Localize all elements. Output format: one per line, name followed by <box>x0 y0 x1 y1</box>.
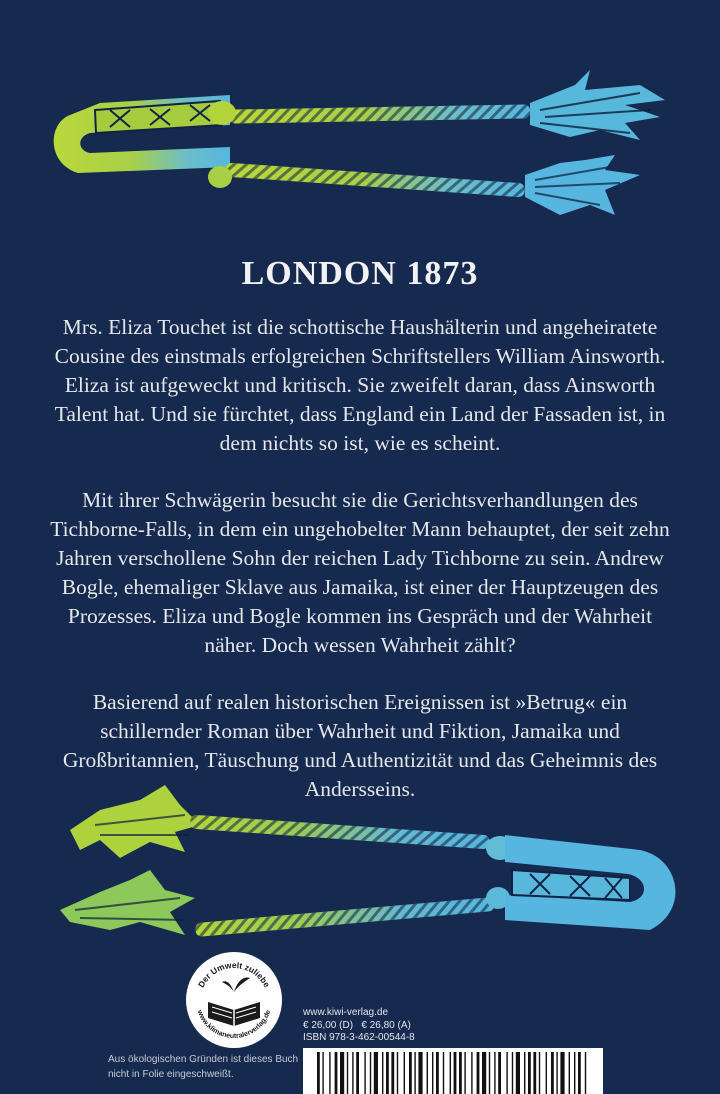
barcode-bar <box>546 1052 547 1094</box>
barcode-bar <box>370 1052 371 1094</box>
barcode-bar <box>364 1052 365 1094</box>
badge-bottom-text: www.klimaneutralerverlag.de <box>195 1009 273 1041</box>
barcode-bar <box>578 1052 581 1094</box>
barcode-bar <box>585 1052 586 1094</box>
barcode-bar <box>450 1052 451 1094</box>
barcode-bar <box>409 1052 412 1094</box>
barcode-bar <box>374 1052 378 1094</box>
barcode-bar <box>489 1052 490 1094</box>
sugar-tongs-illustration-top <box>0 55 720 250</box>
barcode-bar <box>347 1052 348 1094</box>
blurb-paragraph-1: Mrs. Eliza Touchet ist die schottische Haushälterin und angeheiratete Cousine des einstmals erfolgreichen Schriftstellers William Ainsworth. Eliza ist aufgeweckt und kritisch. Sie zweifelt daran, dass Ainsworth Talent hat. Und sie fürchtet, dass England ein Land der Fassaden ist, in dem nichts so ist, wie es scheint. <box>54 315 666 455</box>
barcode-bar <box>574 1052 575 1094</box>
barcode-bar <box>569 1052 570 1094</box>
barcode-bar <box>524 1052 525 1094</box>
barcode-bar <box>471 1052 472 1094</box>
barcode <box>303 1048 603 1094</box>
barcode-bar <box>427 1052 428 1094</box>
barcode-bar <box>335 1052 338 1094</box>
barcode-bar <box>432 1052 433 1094</box>
barcode-bar <box>494 1052 495 1094</box>
barcode-bar <box>340 1052 344 1094</box>
barcode-bar <box>560 1052 564 1094</box>
barcode-bar <box>498 1052 501 1094</box>
price-info: € 26,00 (D) € 26,80 (A) <box>303 1019 411 1031</box>
publisher-website: www.kiwi-verlag.de <box>303 1007 389 1018</box>
barcode-bar <box>322 1052 323 1094</box>
barcode-bar <box>382 1052 383 1094</box>
barcode-bar <box>551 1052 554 1094</box>
barcode-bar <box>539 1052 540 1094</box>
badge-top-text: Der Umwelt zuliebe <box>195 959 273 990</box>
barcode-bar <box>464 1052 465 1094</box>
packaging-note: Aus ökologischen Gründen ist dieses Buch nicht in Folie eingeschweißt. <box>108 1054 299 1080</box>
barcode-bar <box>391 1052 394 1094</box>
barcode-bar <box>397 1052 398 1094</box>
barcode-bar <box>436 1052 439 1094</box>
barcode-bar <box>418 1052 422 1094</box>
barcode-bar <box>512 1052 513 1094</box>
barcode-bar <box>356 1052 359 1094</box>
barcode-bar <box>528 1052 531 1094</box>
barcode-bar <box>454 1052 457 1094</box>
barcode-bar <box>516 1052 520 1094</box>
barcode-bar <box>482 1052 486 1094</box>
barcode-bar <box>443 1052 444 1094</box>
barcode-bar <box>414 1052 415 1094</box>
book-sprout-icon <box>208 978 260 1026</box>
isbn-number: ISBN 978-3-462-00544-8 <box>303 1032 415 1043</box>
page-title: LONDON 1873 <box>241 255 479 292</box>
barcode-bar <box>556 1052 557 1094</box>
barcode-bar <box>317 1052 320 1094</box>
barcode-bar <box>404 1052 405 1094</box>
barcode-bar <box>329 1052 330 1094</box>
blurb-paragraph-2: Mit ihrer Schwägerin besucht sie die Gerichtsverhandlungen des Tichborne-Falls, in dem ein ungehobelter Mann behauptet, der seit zehn Jahren verschollene Sohn der reichen Lady Tichborne zu sein. Andrew Bogle, ehemaliger Sklave aus Jamaika, ist einer der Hauptzeugen des Prozesses. Eliza und Bogle kommen ins Gespräch und der Wahrheit näher. Doch wessen Wahrheit zählt? <box>50 488 670 657</box>
svg-text:Der Umwelt zuliebe <box>196 960 272 989</box>
barcode-bar <box>477 1052 480 1094</box>
publisher-info <box>303 1007 415 1045</box>
barcode-bar <box>352 1052 353 1094</box>
blurb-paragraph-3: Basierend auf realen historischen Ereignissen ist »Betrug« ein schillernder Roman über Wahrheit und Fiktion, Jamaika und Großbritannien, Täuschung und Authentizität und das Geheimnis des Andersseins. <box>62 690 658 801</box>
barcode-bar <box>506 1052 507 1094</box>
barcode-bar <box>533 1052 536 1094</box>
blurb-text <box>40 313 680 832</box>
barcode-bar <box>459 1052 462 1094</box>
sugar-tongs-illustration-bottom <box>0 770 720 965</box>
barcode-bar <box>386 1052 389 1094</box>
climate-neutral-badge <box>186 952 282 1048</box>
